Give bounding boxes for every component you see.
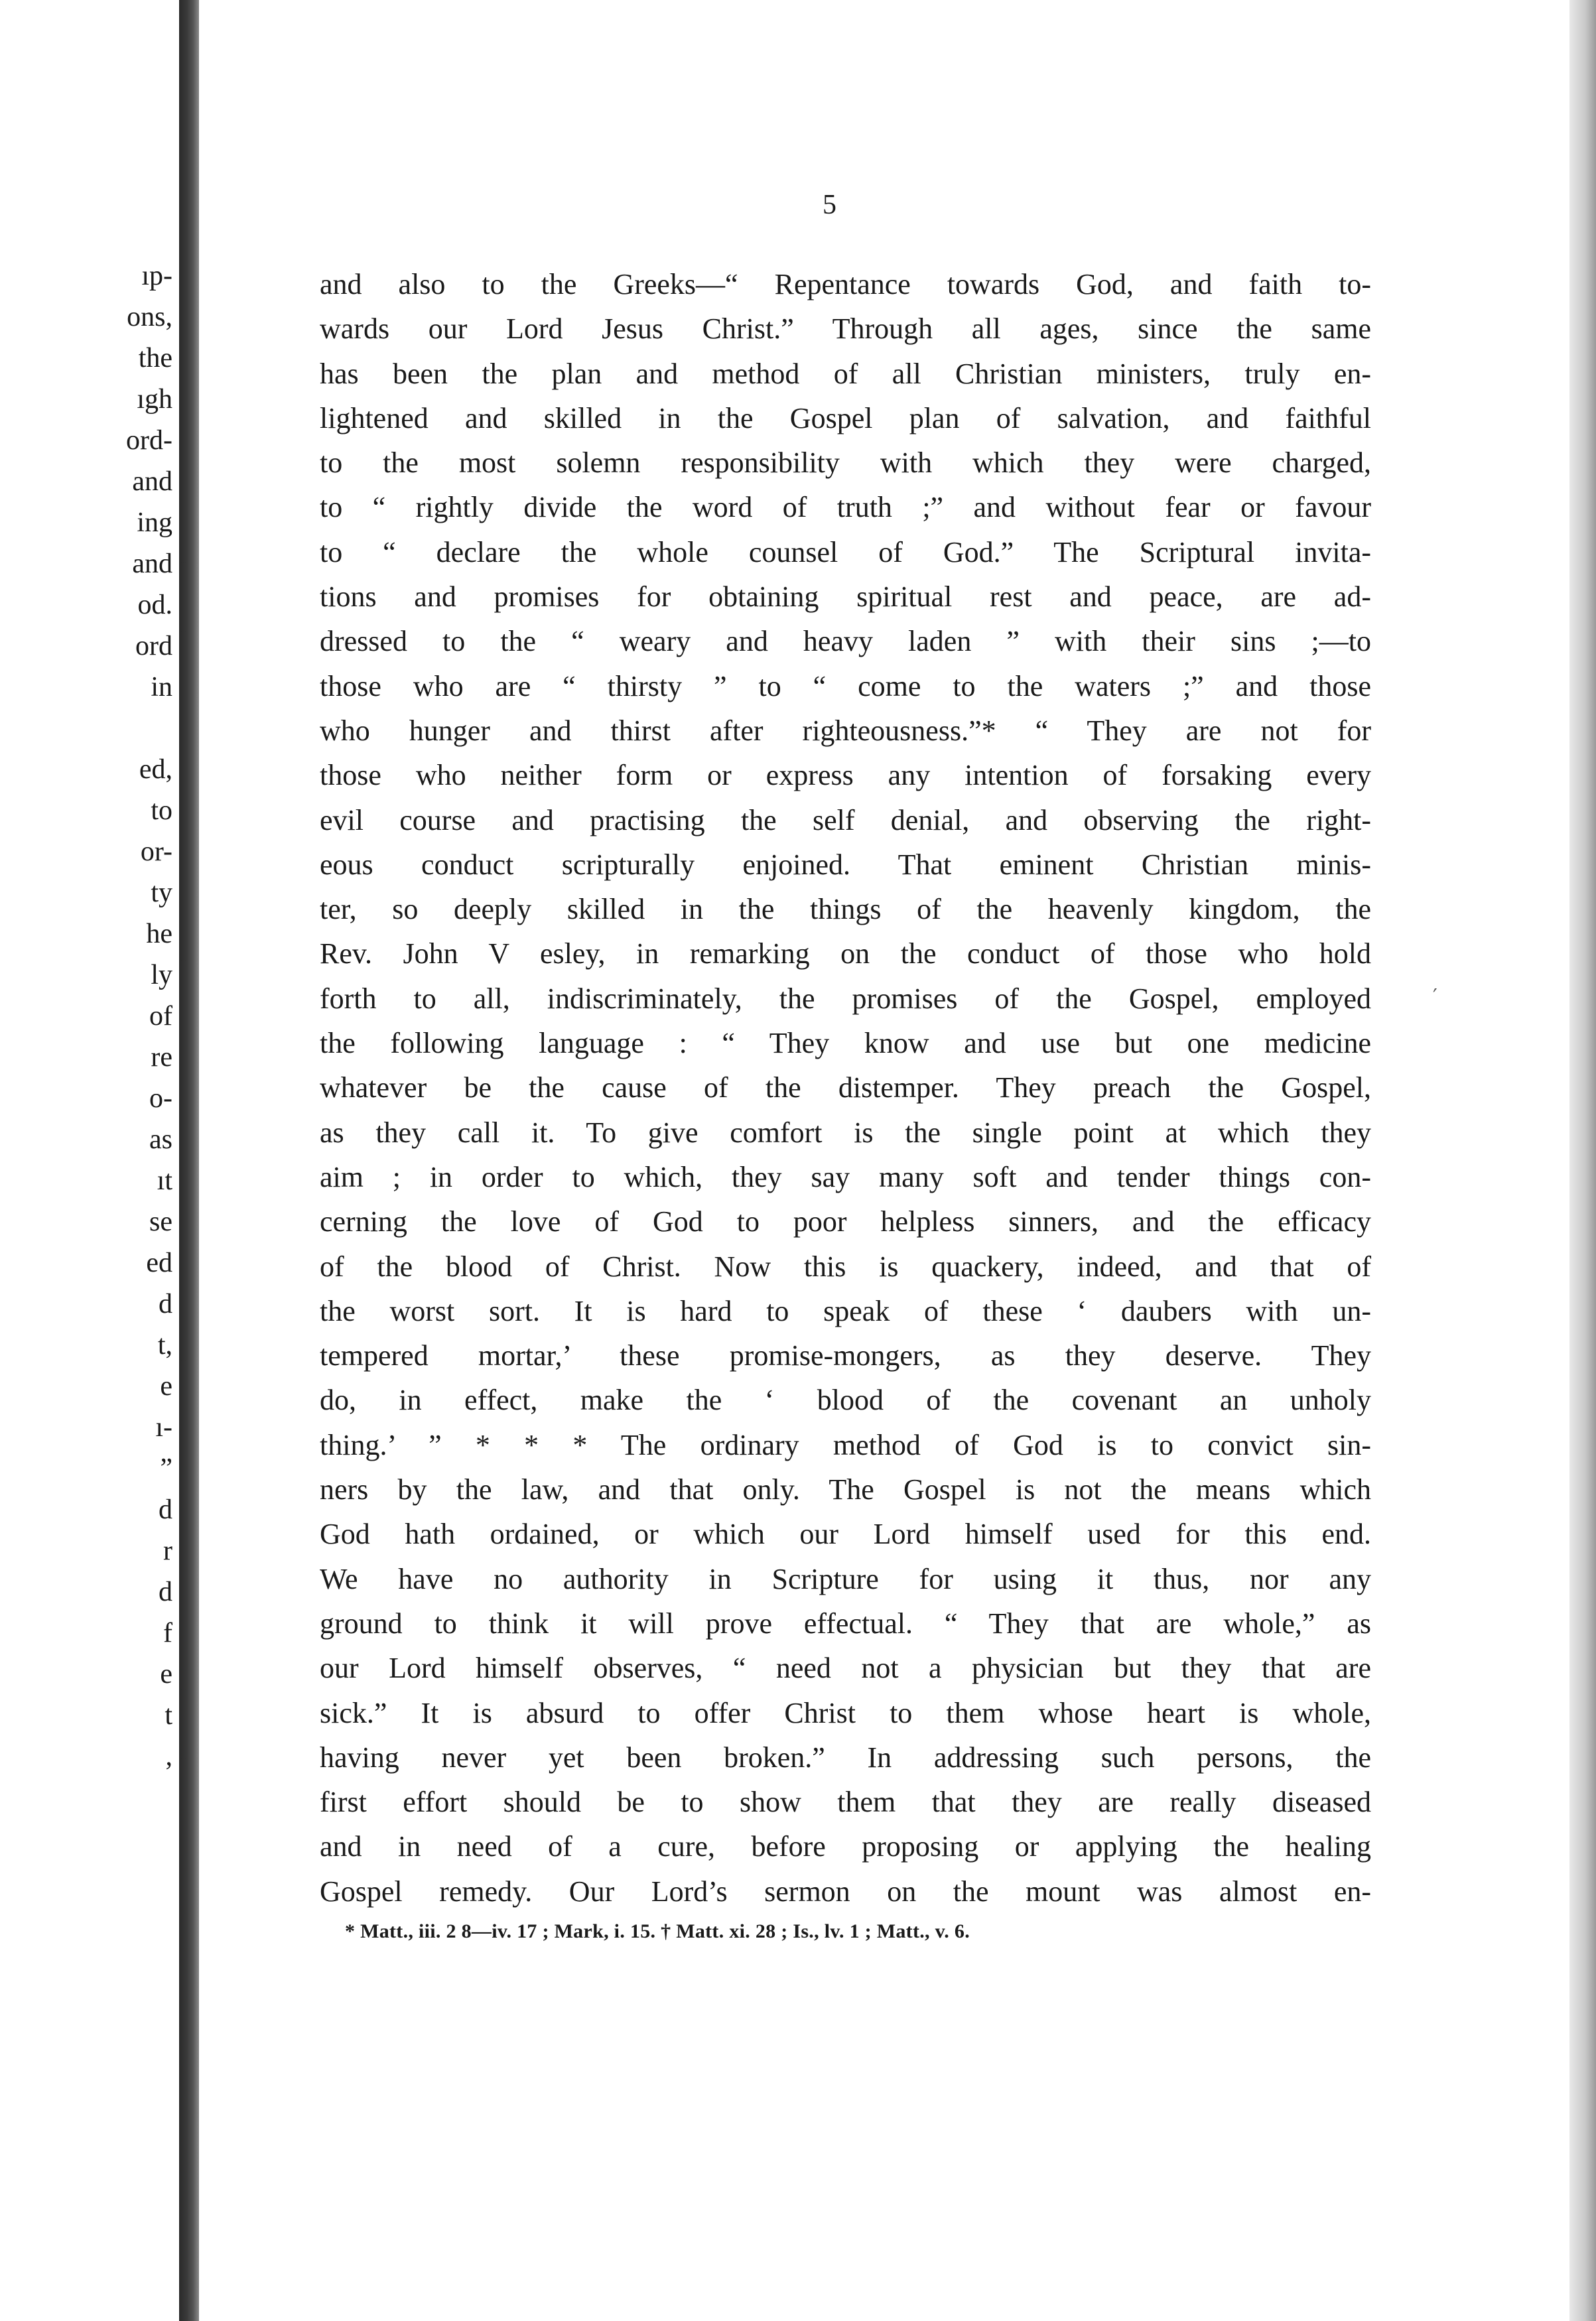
margin-fragment: t <box>165 1700 172 1731</box>
margin-fragment: ıgh <box>137 384 172 415</box>
margin-fragment: se <box>149 1207 172 1237</box>
margin-fragment: ord <box>135 631 172 661</box>
text-line: lightened and skilled in the Gospel plan of salvation, and faithful <box>320 401 1371 434</box>
margin-fragment: d <box>159 1289 172 1319</box>
margin-fragment: ing <box>137 507 172 538</box>
stray-mark: ′ <box>1433 985 1437 1008</box>
text-line: those who neither form or express any intention of forsaking every <box>320 759 1371 792</box>
text-line: dressed to the “ weary and heavy laden ” with their sins ;—to <box>320 625 1371 658</box>
text-line: eous conduct scripturally enjoined. That eminent Christian minis- <box>320 848 1371 881</box>
text-line: having never yet been broken.” In addressing such persons, the <box>320 1741 1371 1774</box>
text-line: wards our Lord Jesus Christ.” Through all ages, since the same <box>320 312 1371 346</box>
text-line: do, in effect, make the ‘ blood of the covenant an unholy <box>320 1384 1371 1417</box>
text-line: cerning the love of God to poor helpless sinners, and the efficacy <box>320 1205 1371 1238</box>
text-line: Rev. John V esley, in remarking on the conduct of those who hold <box>320 937 1371 970</box>
text-line: to the most solemn responsibility with which they were charged, <box>320 446 1371 480</box>
text-line: the worst sort. It is hard to speak of these ‘ daubers with un- <box>320 1294 1371 1327</box>
margin-fragment: d <box>159 1494 172 1525</box>
margin-fragment: ly <box>151 960 172 990</box>
text-line: ners by the law, and that only. The Gospel is not the means which <box>320 1473 1371 1506</box>
text-line: and also to the Greeks—“ Repentance towards God, and faith to- <box>320 268 1371 300</box>
page-edge <box>1569 0 1596 2321</box>
text-line: sick.” It is absurd to offer Christ to them whose heart is whole, <box>320 1696 1371 1729</box>
margin-fragment: of <box>149 1001 172 1031</box>
text-line: evil course and practising the self denial, and observing the right- <box>320 803 1371 836</box>
text-line: ground to think it will prove effectual. “ They that are whole,” as <box>320 1607 1371 1640</box>
margin-fragment: to <box>151 795 172 826</box>
text-line: to “ rightly divide the word of truth ;” and without fear or favour <box>320 491 1371 524</box>
margin-fragment: e <box>160 1371 172 1402</box>
text-line: first effort should be to show them that they are really diseased <box>320 1786 1371 1819</box>
margin-fragment: he <box>146 919 172 949</box>
text-line: aim ; in order to which, they say many soft and tender things con- <box>320 1160 1371 1193</box>
margin-fragment: d <box>159 1577 172 1607</box>
margin-fragment: ons, <box>127 302 172 332</box>
margin-fragment: and <box>132 466 172 497</box>
text-line: thing.’ ” * * * The ordinary method of God is to convict sin- <box>320 1428 1371 1461</box>
text-line: tions and promises for obtaining spiritual rest and peace, are ad- <box>320 580 1371 614</box>
text-line: those who are “ thirsty ” to “ come to the waters ;” and those <box>320 669 1371 702</box>
text-line: as they call it. To give comfort is the single point at which they <box>320 1116 1371 1149</box>
margin-fragment: re <box>151 1042 172 1073</box>
text-line: God hath ordained, or which our Lord himself used for this end. <box>320 1518 1371 1551</box>
text-line: tempered mortar,’ these promise-mongers, as they deserve. They <box>320 1339 1371 1372</box>
margin-fragment: ord- <box>126 425 172 456</box>
text-line: the following language : “ They know and use but one medicine <box>320 1027 1371 1060</box>
book-spine-gutter <box>179 0 199 2321</box>
margin-fragment: ıp- <box>141 261 172 291</box>
margin-fragment: ty <box>151 878 172 908</box>
text-line: to “ declare the whole counsel of God.” The Scriptural invita- <box>320 535 1371 568</box>
text-line: Gospel remedy. Our Lord’s sermon on the mount was almost en- <box>320 1875 1371 1908</box>
footnote: * Matt., iii. 2 8—iv. 17 ; Mark, i. 15. † Matt. xi. 28 ; Is., lv. 1 ; Matt., v. 6. <box>345 1920 970 1942</box>
margin-fragment: t, <box>157 1330 172 1360</box>
text-line: our Lord himself observes, “ need not a physician but they that are <box>320 1652 1371 1685</box>
body-text <box>320 262 1371 1914</box>
text-line: has been the plan and method of all Christian ministers, truly en- <box>320 357 1371 390</box>
text-line: forth to all, indiscriminately, the promises of the Gospel, employed <box>320 982 1371 1015</box>
margin-fragment: , <box>165 1741 172 1772</box>
text-line: and in need of a cure, before proposing or applying the healing <box>320 1830 1371 1863</box>
margin-fragment: and <box>132 549 172 579</box>
margin-fragment: as <box>149 1124 172 1155</box>
margin-fragment: ı- <box>155 1412 172 1443</box>
text-line: We have no authority in Scripture for using it thus, nor any <box>320 1562 1371 1595</box>
margin-fragment: o- <box>149 1083 172 1114</box>
margin-fragment: ed <box>146 1248 172 1278</box>
margin-fragment: e <box>160 1659 172 1690</box>
text-line: of the blood of Christ. Now this is quackery, indeed, and that of <box>320 1250 1371 1283</box>
margin-fragment: od. <box>137 590 172 620</box>
margin-fragment: in <box>151 672 172 702</box>
margin-fragment: f <box>163 1618 172 1648</box>
margin-fragment: r <box>163 1536 172 1566</box>
margin-fragment: ıt <box>157 1165 172 1196</box>
previous-page-margin <box>0 0 179 2321</box>
margin-fragment: the <box>138 343 172 373</box>
page-number: 5 <box>823 190 836 220</box>
text-line: who hunger and thirst after righteousness.”* “ They are not for <box>320 714 1371 747</box>
margin-fragment: ” <box>160 1453 172 1484</box>
margin-fragment: ed, <box>139 754 172 785</box>
text-line: ter, so deeply skilled in the things of the heavenly kingdom, the <box>320 893 1371 926</box>
text-line: whatever be the cause of the distemper. They preach the Gospel, <box>320 1071 1371 1104</box>
margin-fragment: or- <box>140 836 172 867</box>
